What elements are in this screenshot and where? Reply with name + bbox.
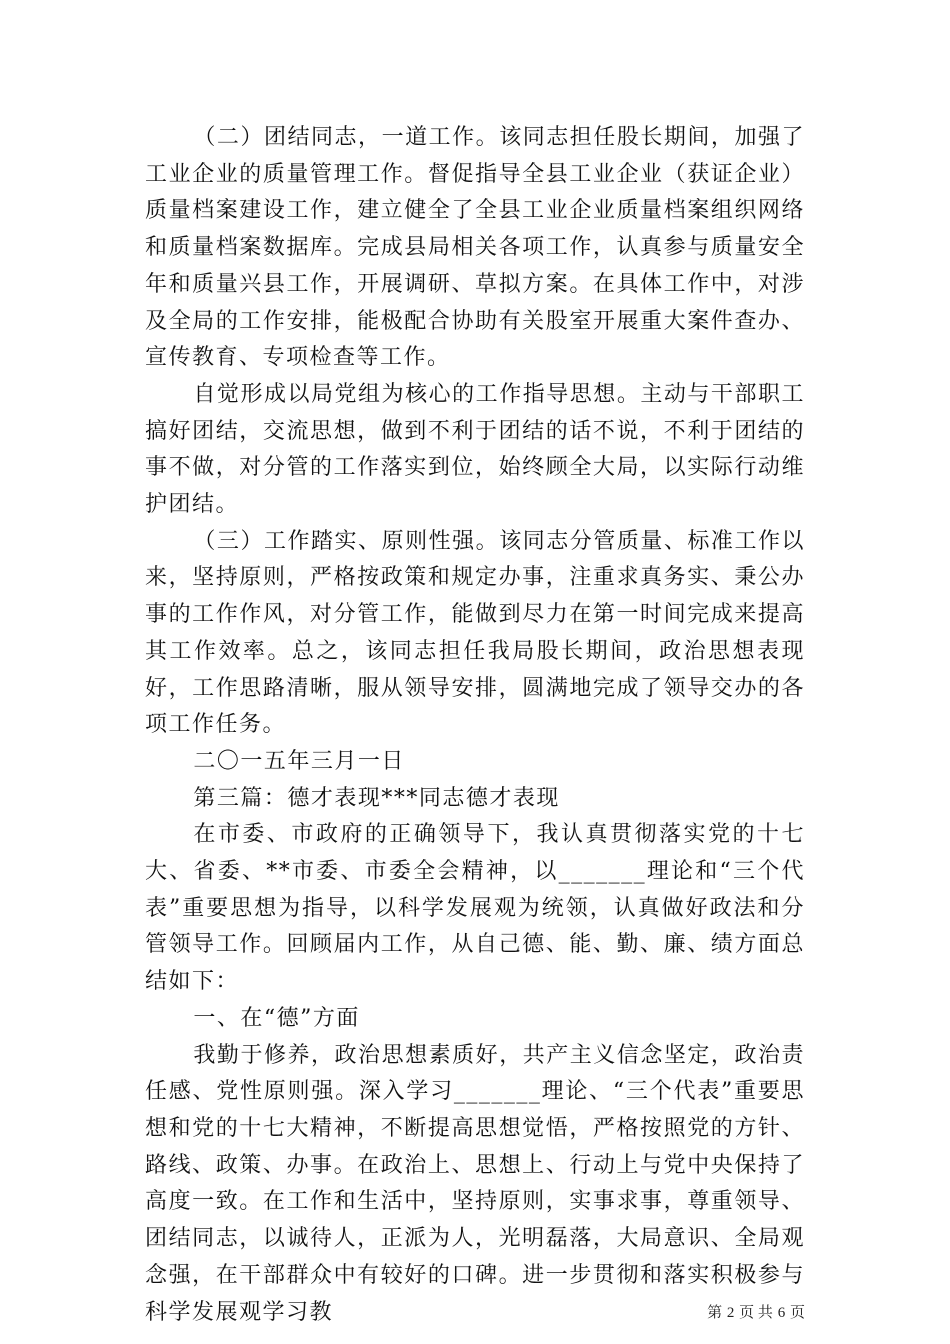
- footer-total-pages: 6: [777, 1305, 786, 1321]
- footer-suffix: 页: [789, 1305, 805, 1321]
- date-line: 二〇一五年三月一日: [193, 748, 405, 774]
- footer-current-page: 2: [726, 1305, 735, 1321]
- paragraph-unity: （二）团结同志，一道工作。该同志担任股长期间，加强了工业企业的质量管理工作。督促指导全县工业企业（获证企业）质量档案建设工作，建立健全了全县工业企业质量档案组织网络和质量档案数据库。完成县局相关各项工作，认真参与质量安全年和质量兴县工作，开展调研、草拟方案。在具体工作中，对涉及全局的工作安排，能极配合协助有关股室开展重大案件查办、宣传教育、专项检查等工作。: [145, 125, 805, 371]
- paragraph-virtue: 我勤于修养，政治思想素质好，共产主义信念坚定，政治责任感、党性原则强。深入学习_______理论、“三个代表”重要思想和党的十七大精神，不断提高思想觉悟，严格按照党的方针、路线、政策、办事。在政治上、思想上、行动上与党中央保持了高度一致。在工作和生活中，坚持原则，实事求事，尊重领导、团结同志，以诚待人，正派为人，光明磊落，大局意识、全局观念强，在干部群众中有较好的口碑。进一步贯彻和落实积极参与科学发展观学习教: [145, 1042, 805, 1325]
- paragraph-intro: 在市委、市政府的正确领导下，我认真贯彻落实党的十七大、省委、**市委、市委全会精神，以_______理论和“三个代表”重要思想为指导，以科学发展观为统领，认真做好政法和分管领导工作。回顾届内工作，从自己德、能、勤、廉、绩方面总结如下：: [145, 822, 805, 995]
- section-title: 第三篇：德才表现***同志德才表现: [193, 785, 560, 811]
- paragraph-party-guidance: 自觉形成以局党组为核心的工作指导思想。主动与干部职工搞好团结，交流思想，做到不利于团结的话不说，不利于团结的事不做，对分管的工作落实到位，始终顾全大局，以实际行动维护团结。: [145, 381, 805, 518]
- document-body: [145, 120, 805, 1331]
- subsection-heading-virtue: 一、在“德”方面: [193, 1005, 360, 1031]
- footer-prefix: 第: [707, 1305, 723, 1321]
- paragraph-principles: （三）工作踏实、原则性强。该同志分管质量、标准工作以来，坚持原则，严格按政策和规定办事，注重求真务实、秉公办事的工作作风，对分管工作，能做到尽力在第一时间完成来提高其工作效率。总之，该同志担任我局股长期间，政治思想表现好，工作思路清晰，服从领导安排，圆满地完成了领导交办的各项工作任务。: [145, 528, 805, 738]
- page-footer: [0, 1301, 805, 1322]
- footer-middle: 页 共: [739, 1305, 773, 1321]
